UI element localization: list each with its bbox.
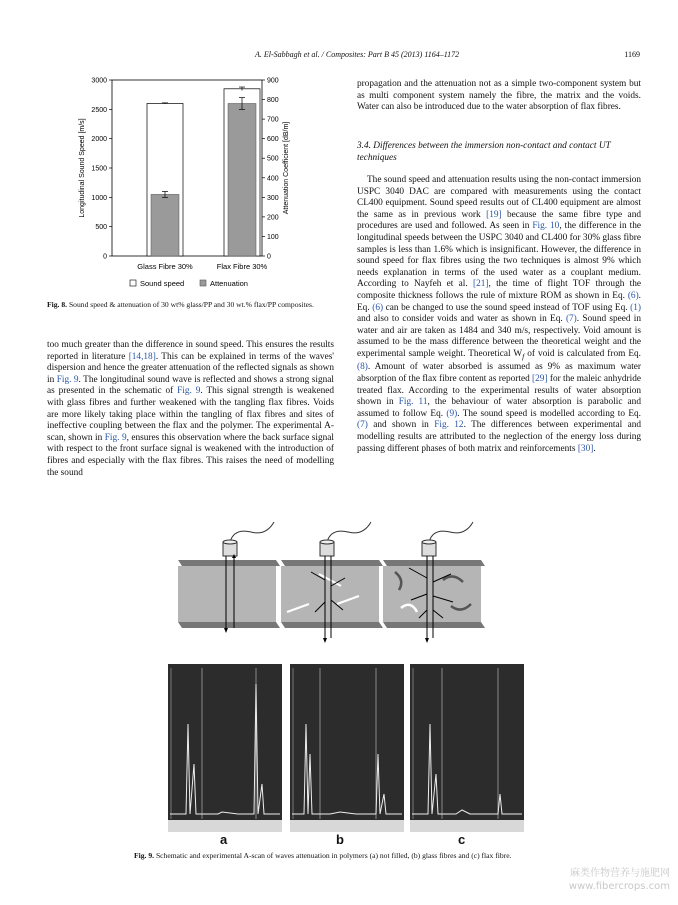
page-number: 1169 — [624, 50, 640, 59]
journal-citation: A. El-Sabbagh et al. / Composites: Part B 45 (2013) 1164–1172 — [255, 50, 460, 59]
x-tick-label: Flax Fibre 30% — [216, 262, 268, 271]
y2-tick-label: 700 — [267, 116, 279, 124]
text-run: . The longitudinal sound wave is reflected and shows a strong signal as presented in the schematic of — [47, 374, 334, 397]
y-tick-label: 0 — [103, 253, 107, 261]
ascan-plot-a — [168, 664, 282, 832]
eq-link[interactable]: (8) — [357, 362, 368, 373]
fig9-caption — [134, 851, 634, 860]
eq-link[interactable]: (7) — [357, 420, 368, 431]
y-tick-label: 3000 — [91, 77, 107, 85]
fig-link[interactable]: Fig. 9 — [177, 386, 201, 397]
bar-attenuation — [228, 103, 256, 256]
eq-link[interactable]: (7) — [565, 314, 577, 325]
y-tick-label: 500 — [95, 224, 107, 232]
y-tick-label: 2000 — [91, 136, 107, 144]
right-column-body-text — [357, 175, 641, 455]
y2-tick-label: 900 — [267, 77, 279, 85]
section-heading: 3.4. Differences between the immersion non-contact and contact UT techniques — [357, 141, 611, 163]
y2-tick-label: 500 — [267, 155, 279, 163]
y2-tick-label: 800 — [267, 97, 279, 105]
ref-link[interactable]: [19] — [486, 209, 502, 220]
text-run: . Eq. — [357, 290, 641, 313]
text-run: because the same fibre type and procedures are used and followed. As seen in — [357, 209, 641, 232]
text-run: . — [593, 443, 596, 454]
schematic-glass-fibre — [279, 520, 383, 660]
left-column-text — [47, 340, 334, 479]
subscript: f — [522, 351, 525, 361]
eq-link[interactable]: (6) — [627, 290, 639, 301]
right-column-top-text — [357, 79, 641, 114]
eq-link[interactable]: (6) — [372, 302, 384, 313]
text-run: . Amount of water absorbed is assumed as 9% as maximum water absorption of the flax fibre content as reported — [357, 362, 641, 384]
y2-tick-label: 400 — [267, 175, 279, 183]
schematic-unfilled-drawing — [176, 520, 280, 660]
fig-link[interactable]: Fig. 9 — [56, 374, 79, 385]
ascan-plot-b — [290, 664, 404, 832]
ref-link[interactable]: [21] — [472, 279, 489, 290]
fig8-bar-chart — [70, 70, 310, 292]
paragraph: propagation and the attenuation not as a simple two-component system but as multi component system namely the fibre, the matrix and the voids. Water can also be introduced due to the water absorption of flax fibres. — [357, 79, 641, 113]
schematic-glass-fibre-drawing — [279, 520, 383, 660]
text-run: and also to consider voids and water as shown in Eq. — [357, 314, 566, 325]
y-tick-label: 1000 — [91, 194, 107, 202]
eq-link[interactable]: (9) — [446, 408, 458, 419]
y2-tick-label: 600 — [267, 136, 279, 144]
fig9-label-c: c — [458, 832, 466, 847]
text-run: too much greater than the difference in sound speed. This ensures the results reported in literature — [47, 340, 334, 362]
fig9-caption-text: Schematic and experimental A-scan of waves attenuation in polymers (a) not filled, (b) glass fibres and (c) flax fibre. — [155, 851, 512, 860]
fig-link[interactable]: Fig. 10 — [532, 221, 560, 232]
text-run: , ensures this observation where the back surface signal with respect to the front surface signal is weakened with the introduction of fibres and especially with the flax fibres. This raises the need of modelling the sound — [47, 432, 334, 478]
y2-tick-label: 200 — [267, 214, 279, 222]
watermark-url: www.fibercrops.com — [568, 881, 670, 892]
watermark-line: 麻类作物营养与施肥网 — [570, 868, 670, 879]
text-run: can be changed to use the sound speed instead of TOF using Eq. — [383, 302, 631, 313]
fig8-caption — [47, 300, 337, 310]
fig9-caption-label: Fig. 9. — [134, 851, 155, 860]
x-tick-label: Glass Fibre 30% — [137, 262, 193, 271]
legend-label-attenuation: Attenuation — [210, 279, 248, 288]
y2-tick-label: 0 — [267, 253, 271, 261]
y2-axis-label: Attenuation Coefficient [dB/m] — [283, 121, 290, 215]
text-run: . This can be explained in terms of the waves' dispersion and hence the greater attenuation of the reflected signals as shown in — [47, 351, 334, 385]
text-run: The sound speed and attenuation results using the non-contact immersion USPC 3040 DAC are compared with measurements using the contact CL400 equipment. Sound speed results out of CL400 equipment are almost the same as in previous work — [357, 175, 641, 220]
text-run: . This signal strength is weakened with glass fibres and further weakened with the tangling flax fibres. Voids are more likely taking place within the tangling of flax fibres and sites of ineffective coupling between the flax and the polymer. The experimental A-scan, shown in — [47, 386, 334, 443]
text-run: . The differences between experimental and modelling results are attributed to the neglection of the energy loss during passing different phases of both matrix and reinforcements — [357, 420, 641, 454]
legend-swatch-attenuation — [200, 280, 206, 286]
fig-link[interactable]: Fig. 9 — [104, 432, 127, 443]
ref-link[interactable]: [29] — [532, 373, 548, 384]
fig8-caption-label: Fig. 8. — [47, 300, 68, 309]
text-run: for the maleic anhydride treated flax. According to the experimental results of water absorption shown in — [357, 373, 641, 408]
fig9-label-b: b — [336, 832, 344, 847]
y-tick-label: 2500 — [91, 106, 107, 114]
legend-swatch-sound-speed — [130, 280, 136, 286]
ascan-b-trace — [290, 664, 404, 832]
y2-tick-label: 100 — [267, 233, 279, 241]
fig8-caption-text: Sound speed & attenuation of 30 wt% glass/PP and 30 wt.% flax/PP composites. — [68, 300, 314, 309]
fig-link[interactable]: Fig. 12 — [434, 420, 464, 431]
schematic-flax-fibre-drawing — [381, 520, 485, 660]
ref-link[interactable]: [14,18] — [128, 351, 156, 362]
legend-label-sound-speed: Sound speed — [140, 279, 185, 288]
fig9-label-a: a — [220, 832, 228, 847]
eq-link[interactable]: (1) — [630, 302, 642, 313]
text-run: of void is calculated from Eq. — [524, 348, 641, 359]
text-run: , the time of flight TOF through the composite thickness follows the rule of mixture ROM as shown in Eq. — [357, 279, 641, 301]
y-tick-label: 1500 — [91, 165, 107, 173]
schematic-flax-fibre — [381, 520, 485, 660]
fig-link[interactable]: Fig. 11 — [398, 397, 428, 408]
ascan-c-trace — [410, 664, 524, 832]
site-watermark — [569, 867, 670, 893]
y2-tick-label: 300 — [267, 194, 279, 202]
text-run: . Sound speed in water and air are taken as 1484 and 340 m/s, respectively. Void amount is assumed to be the mass difference between the theoretical weight and the experimental sample weight. Theoretical W — [357, 314, 642, 359]
text-run: . The sound speed is modelled according to Eq. — [457, 408, 641, 419]
y-axis-label: Longitudinal Sound Speed [m/s] — [79, 118, 86, 218]
ref-link[interactable]: [30] — [577, 443, 594, 454]
text-run: and shown in — [367, 420, 435, 431]
ascan-plot-c — [410, 664, 524, 832]
text-run: , the difference in the longitudinal speeds between the USPC 3040 and CL400 for 30% glass fibre samples is less than 1.6% which is insignificant. However, the difference in sound speed for flax fibres using the two techniques is almost 9% which needs explanation in terms of the used water as a couplant medium. According to Nayfeh et al. — [357, 221, 641, 290]
schematic-unfilled — [176, 520, 280, 660]
text-run: , the behaviour of water absorption is parabolic and assumed to follow Eq. — [357, 397, 641, 419]
ascan-a-trace — [168, 664, 282, 832]
bar-attenuation — [151, 194, 179, 256]
